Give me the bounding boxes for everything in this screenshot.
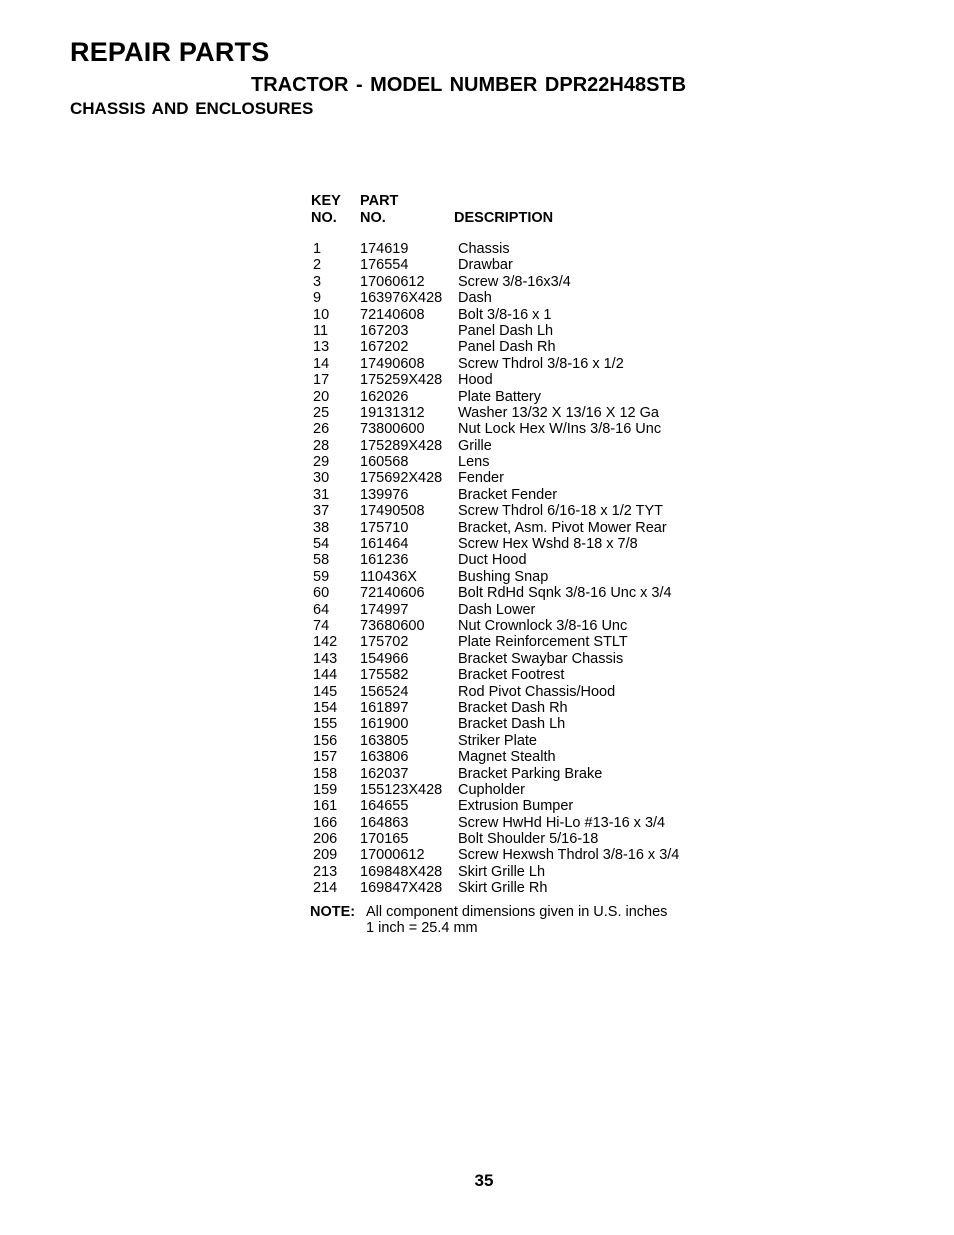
part-no-cell: 174619	[360, 241, 409, 257]
description-cell: Panel Dash Rh	[458, 339, 556, 356]
description-cell: Bracket Dash Lh	[458, 716, 566, 733]
note-line-1: All component dimensions given in U.S. inches	[366, 904, 668, 920]
key-no-cell: 64	[313, 601, 330, 618]
table-row	[311, 323, 731, 339]
description-cell: Bolt Shoulder 5/16-18	[458, 831, 599, 848]
table-row	[311, 307, 731, 323]
table-row	[311, 569, 731, 585]
table-row	[311, 503, 731, 519]
key-no-cell: 155	[313, 716, 338, 733]
section-heading: CHASSIS AND ENCLOSURES	[70, 99, 314, 118]
part-no-cell: 161464	[360, 536, 409, 553]
part-no-cell: 175289X428	[360, 437, 443, 454]
description-cell: Striker Plate	[458, 732, 537, 749]
note-label: NOTE:	[310, 904, 356, 920]
table-row	[311, 651, 731, 667]
key-no-cell: 142	[313, 634, 338, 651]
key-no-cell: 3	[313, 273, 322, 290]
key-no-cell: 20	[313, 388, 330, 405]
table-row	[311, 389, 731, 405]
table-row	[311, 438, 731, 454]
table-row	[311, 667, 731, 683]
part-no-cell: 169847X428	[360, 880, 443, 897]
key-no-cell: 145	[313, 683, 338, 700]
table-row	[311, 798, 731, 814]
table-row	[311, 372, 731, 388]
key-no-cell: 13	[313, 339, 330, 356]
key-no-cell: 159	[313, 781, 338, 798]
part-no-cell: 17000612	[360, 847, 425, 864]
part-no-cell: 110436X	[360, 568, 417, 585]
part-no-cell: 156524	[360, 683, 409, 700]
column-header-key-no	[311, 193, 341, 227]
table-row	[311, 749, 731, 765]
description-cell: Magnet Stealth	[458, 749, 556, 766]
table-row	[311, 602, 731, 618]
description-cell: Bracket Parking Brake	[458, 765, 603, 782]
part-no-cell: 163976X428	[360, 290, 443, 307]
table-row	[311, 847, 731, 863]
description-cell: Bracket Fender	[458, 486, 558, 503]
key-no-cell: 26	[313, 421, 330, 438]
key-no-cell: 213	[313, 863, 338, 880]
description-cell: Duct Hood	[458, 552, 527, 569]
description-cell: Skirt Grille Lh	[458, 863, 546, 880]
column-header-part-no	[360, 193, 398, 227]
part-no-cell: 72140608	[360, 306, 425, 323]
part-no-cell: 73680600	[360, 617, 425, 634]
key-no-cell: 11	[313, 322, 329, 339]
key-no-cell: 38	[313, 519, 330, 536]
description-cell: Screw Thdrol 6/16-18 x 1/2 TYT	[458, 503, 663, 520]
key-no-cell: 166	[313, 814, 338, 831]
description-cell: Rod Pivot Chassis/Hood	[458, 683, 616, 700]
description-cell: Bracket Dash Rh	[458, 699, 568, 716]
description-cell: Chassis	[458, 241, 510, 257]
key-no-cell: 25	[313, 404, 330, 421]
part-no-cell: 161897	[360, 699, 409, 716]
table-row	[311, 552, 731, 568]
key-no-cell: 156	[313, 732, 338, 749]
table-row	[311, 618, 731, 634]
part-no-cell: 160568	[360, 454, 409, 471]
note-line-2: 1 inch = 25.4 mm	[366, 920, 478, 937]
table-row	[311, 356, 731, 372]
description-cell: Plate Reinforcement STLT	[458, 634, 628, 651]
description-cell: Dash	[458, 290, 492, 307]
description-cell: Grille	[458, 437, 492, 454]
description-cell: Washer 13/32 X 13/16 X 12 Ga	[458, 404, 659, 421]
part-no-cell: 163806	[360, 749, 409, 766]
table-row	[311, 700, 731, 716]
description-cell: Screw 3/8-16x3/4	[458, 273, 571, 290]
key-no-cell: 9	[313, 290, 322, 307]
table-row	[311, 880, 731, 896]
table-row	[311, 634, 731, 650]
part-no-cell: 164863	[360, 814, 409, 831]
part-no-cell: 175692X428	[360, 470, 443, 487]
part-no-cell: 169848X428	[360, 863, 443, 880]
table-row	[311, 766, 731, 782]
part-no-cell: 174997	[360, 601, 409, 618]
description-cell: Bushing Snap	[458, 568, 549, 585]
key-no-cell: 1	[313, 241, 322, 257]
description-cell: Bolt RdHd Sqnk 3/8-16 Unc x 3/4	[458, 585, 672, 602]
description-cell: Nut Crownlock 3/8-16 Unc	[458, 617, 628, 634]
table-row	[311, 339, 731, 355]
key-no-cell: 10	[313, 306, 330, 323]
model-subtitle: TRACTOR - MODEL NUMBER DPR22H48STB	[251, 74, 687, 96]
description-cell: Bracket Footrest	[458, 667, 565, 684]
table-row	[311, 470, 731, 486]
description-cell: Dash Lower	[458, 601, 536, 618]
key-no-cell: 157	[313, 749, 338, 766]
description-cell: Bracket, Asm. Pivot Mower Rear	[458, 519, 667, 536]
description-cell: Extrusion Bumper	[458, 798, 574, 815]
description-cell: Lens	[458, 454, 490, 471]
column-header-part-text: PART NO.	[360, 193, 399, 226]
part-no-cell: 167203	[360, 322, 409, 339]
description-cell: Panel Dash Lh	[458, 322, 554, 339]
part-no-cell: 17060612	[360, 273, 425, 290]
table-row	[311, 421, 731, 437]
description-cell: Nut Lock Hex W/Ins 3/8-16 Unc	[458, 421, 662, 438]
table-row	[311, 831, 731, 847]
description-cell: Hood	[458, 372, 493, 389]
page-number: 35	[474, 1171, 494, 1190]
key-no-cell: 59	[313, 568, 330, 585]
part-no-cell: 162026	[360, 388, 409, 405]
table-row	[311, 405, 731, 421]
key-no-cell: 2	[313, 257, 322, 274]
key-no-cell: 143	[313, 650, 338, 667]
table-row	[311, 585, 731, 601]
description-cell: Skirt Grille Rh	[458, 880, 548, 897]
table-row	[311, 520, 731, 536]
key-no-cell: 37	[313, 503, 330, 520]
key-no-cell: 31	[313, 486, 330, 503]
part-no-cell: 17490508	[360, 503, 425, 520]
part-no-cell: 170165	[360, 831, 409, 848]
key-no-cell: 209	[313, 847, 338, 864]
part-no-cell: 155123X428	[360, 781, 443, 798]
key-no-cell: 58	[313, 552, 330, 569]
table-row	[311, 733, 731, 749]
part-no-cell: 163805	[360, 732, 409, 749]
page-title: REPAIR PARTS	[70, 37, 270, 67]
description-cell: Screw Hexwsh Thdrol 3/8-16 x 3/4	[458, 847, 680, 864]
key-no-cell: 214	[313, 880, 338, 897]
table-row	[311, 241, 731, 257]
table-row	[311, 274, 731, 290]
part-no-cell: 17490608	[360, 355, 425, 372]
description-cell: Screw Thdrol 3/8-16 x 1/2	[458, 355, 624, 372]
column-header-description: DESCRIPTION	[454, 210, 554, 226]
table-row	[311, 782, 731, 798]
table-row	[311, 716, 731, 732]
table-row	[311, 454, 731, 470]
part-no-cell: 161900	[360, 716, 409, 733]
key-no-cell: 17	[313, 372, 330, 389]
part-no-cell: 175582	[360, 667, 409, 684]
description-cell: Bracket Swaybar Chassis	[458, 650, 624, 667]
part-no-cell: 161236	[360, 552, 409, 569]
part-no-cell: 176554	[360, 257, 409, 274]
key-no-cell: 60	[313, 585, 330, 602]
table-row	[311, 864, 731, 880]
description-cell: Plate Battery	[458, 388, 542, 405]
part-no-cell: 72140606	[360, 585, 425, 602]
part-no-cell: 154966	[360, 650, 409, 667]
part-no-cell: 167202	[360, 339, 409, 356]
column-header-key-text: KEY NO.	[311, 193, 341, 226]
key-no-cell: 144	[313, 667, 338, 684]
part-no-cell: 175702	[360, 634, 409, 651]
key-no-cell: 154	[313, 699, 338, 716]
key-no-cell: 74	[313, 617, 330, 634]
key-no-cell: 28	[313, 437, 330, 454]
description-cell: Fender	[458, 470, 504, 487]
table-row	[311, 257, 731, 273]
key-no-cell: 206	[313, 831, 338, 848]
part-no-cell: 162037	[360, 765, 409, 782]
description-cell: Bolt 3/8-16 x 1	[458, 306, 552, 323]
parts-list	[311, 241, 731, 897]
description-cell: Cupholder	[458, 781, 525, 798]
description-cell: Screw Hex Wshd 8-18 x 7/8	[458, 536, 638, 553]
description-cell: Drawbar	[458, 257, 513, 274]
key-no-cell: 161	[313, 798, 338, 815]
table-row	[311, 536, 731, 552]
part-no-cell: 175259X428	[360, 372, 443, 389]
description-cell: Screw HwHd Hi-Lo #13-16 x 3/4	[458, 814, 666, 831]
table-row	[311, 487, 731, 503]
part-no-cell: 175710	[360, 519, 409, 536]
key-no-cell: 158	[313, 765, 338, 782]
key-no-cell: 29	[313, 454, 330, 471]
key-no-cell: 14	[313, 355, 330, 372]
table-row	[311, 815, 731, 831]
table-row	[311, 290, 731, 306]
part-no-cell: 164655	[360, 798, 409, 815]
key-no-cell: 54	[313, 536, 330, 553]
key-no-cell: 30	[313, 470, 330, 487]
table-row	[311, 684, 731, 700]
part-no-cell: 19131312	[360, 404, 425, 421]
part-no-cell: 73800600	[360, 421, 425, 438]
part-no-cell: 139976	[360, 486, 409, 503]
